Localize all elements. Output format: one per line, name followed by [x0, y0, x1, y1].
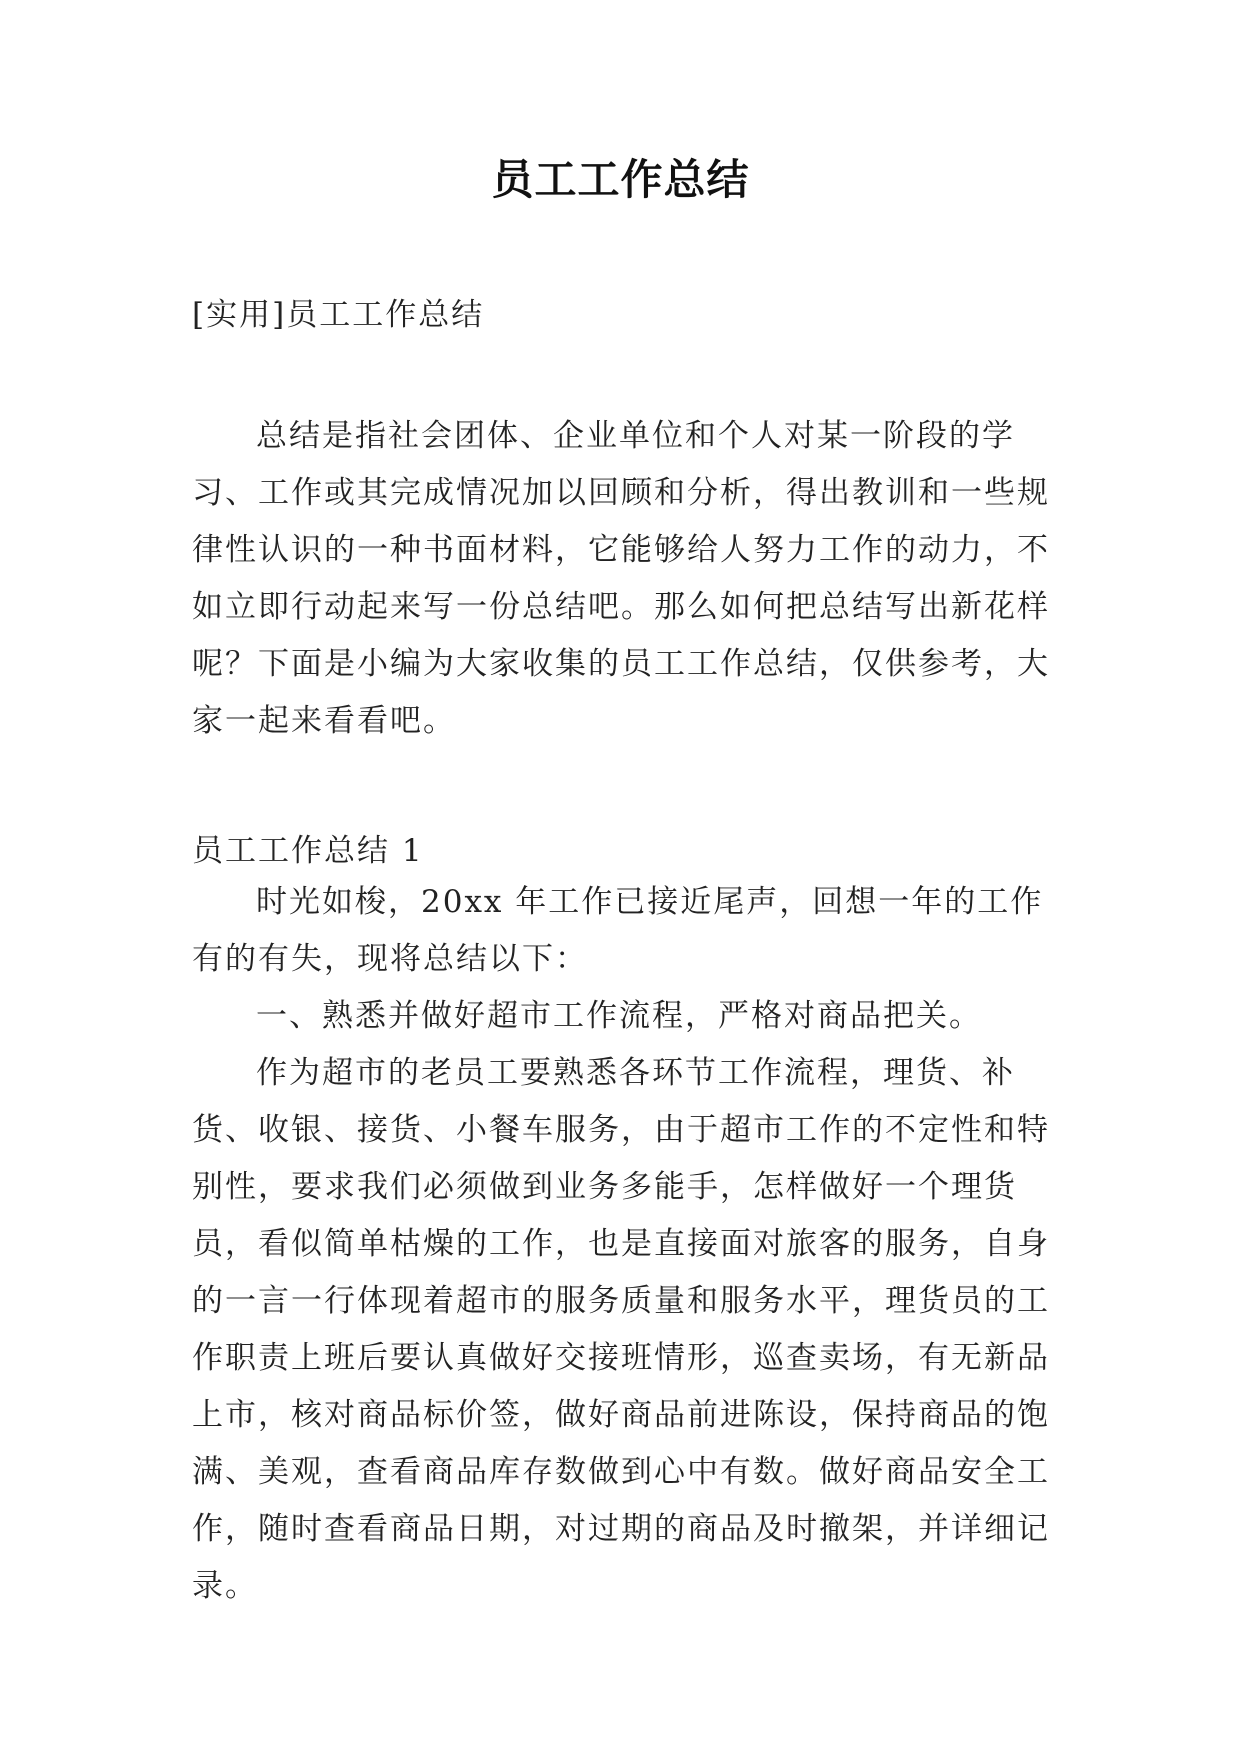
- section-heading: 员工工作总结 1: [192, 833, 424, 869]
- intro-paragraph: 总结是指社会团体、企业单位和个人对某一阶段的学习、工作或其完成情况加以回顾和分析，得出教训和一些规律性认识的一种书面材料，它能够给人努力工作的动力，不如立即行动起来写一份总结吧。那么如何把总结写出新花样呢？下面是小编为大家收集的员工工作总结，仅供参考，大家一起来看看吧。: [192, 418, 1050, 739]
- section-body: [192, 874, 1072, 1615]
- section-paragraph: 时光如梭，20xx 年工作已接近尾声，回想一年的工作有的有失，现将总结以下：: [192, 884, 1044, 977]
- section-paragraph: 作为超市的老员工要熟悉各环节工作流程，理货、补货、收银、接货、小餐车服务，由于超市工作的不定性和特别性，要求我们必须做到业务多能手，怎样做好一个理货员，看似简单枯燥的工作，也是直接面对旅客的服务，自身的一言一行体现着超市的服务质量和服务水平，理货员的工作职责上班后要认真做好交接班情形，巡查卖场，有无新品上市，核对商品标价签，做好商品前进陈设，保持商品的饱满、美观，查看商品库存数做到心中有数。做好商品安全工作，随时查看商品日期，对过期的商品及时撤架，并详细记录。: [192, 1055, 1050, 1604]
- section-paragraph: 一、熟悉并做好超市工作流程，严格对商品把关。: [256, 998, 982, 1034]
- document-title: 员工工作总结: [491, 155, 750, 204]
- document-subtitle: [实用]员工工作总结: [192, 297, 485, 333]
